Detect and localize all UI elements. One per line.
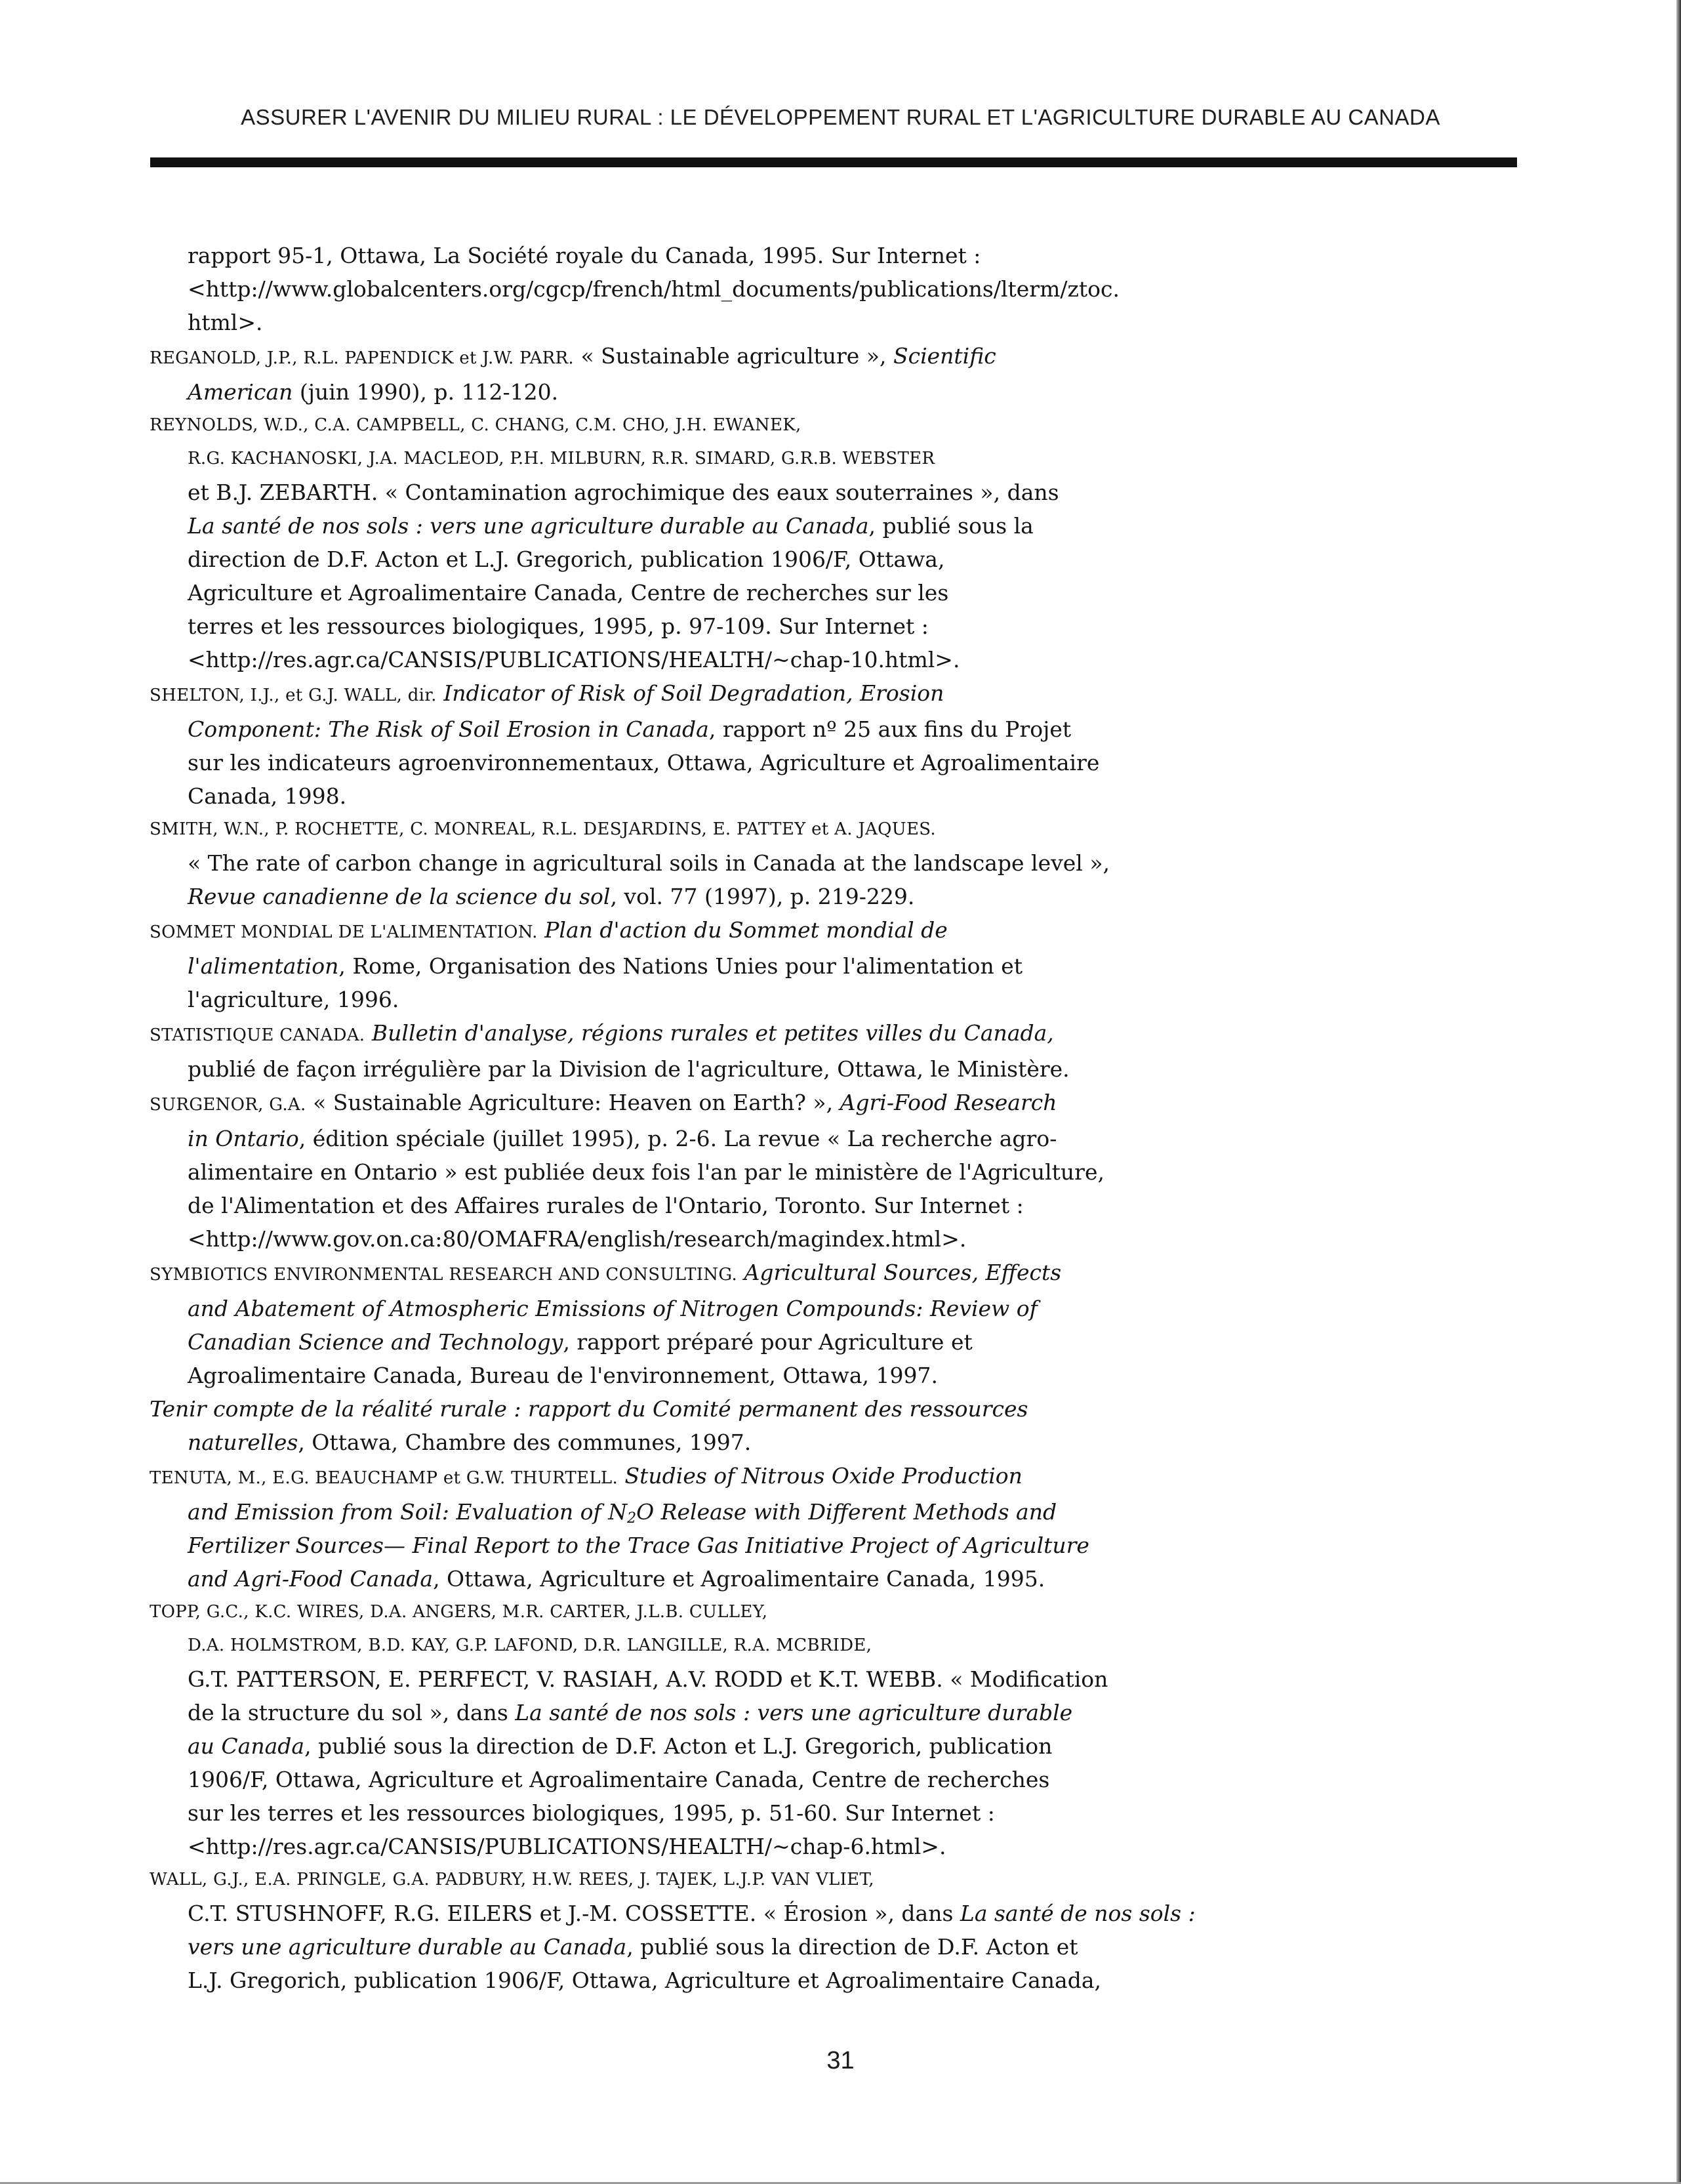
reference-line	[150, 1325, 1094, 1359]
reference-details: , Ottawa, Chambre des communes, 1997.	[298, 1430, 752, 1455]
reference-line	[150, 375, 1094, 409]
reference-line	[150, 1562, 1094, 1596]
reference-line	[150, 1459, 1094, 1495]
reference-line	[150, 1392, 1094, 1426]
reference-url: <http://res.agr.ca/CANSIS/PUBLICATIONS/HEALTH/~chap-6.html>.	[188, 1834, 946, 1859]
reference-entry	[150, 1596, 1108, 1863]
reference-source: Revue canadienne de la science du sol	[188, 884, 611, 909]
reference-line	[150, 676, 1094, 712]
reference-source: in Ontario	[188, 1126, 299, 1151]
reference-entry	[150, 409, 1094, 676]
reference-entry	[150, 1016, 1094, 1086]
reference-line	[150, 880, 1094, 913]
reference-authors: SHELTON, I.J., et G.J. WALL, dir.	[150, 686, 437, 705]
reference-authors: TENUTA, M., E.G. BEAUCHAMP et G.W. THURTELL.	[150, 1468, 618, 1488]
reference-entry	[150, 1863, 1196, 1997]
reference-line	[150, 509, 1094, 543]
reference-line	[150, 339, 1094, 375]
reference-line: G.T. PATTERSON, E. PERFECT, V. RASIAH, A.V. RODD et K.T. WEBB. « Modification	[188, 1666, 1108, 1692]
reference-line: l'agriculture, 1996.	[188, 987, 399, 1012]
reference-source: Agri-Food Research	[840, 1090, 1057, 1115]
reference-details: , vol. 77 (1997), p. 219-229.	[610, 884, 915, 909]
header-rule	[150, 157, 1517, 167]
reference-authors: TOPP, G.C., K.C. WIRES, D.A. ANGERS, M.R. CARTER, J.L.B. CULLEY,	[150, 1602, 768, 1622]
page-number: 31	[826, 2047, 855, 2074]
reference-authors: R.G. KACHANOSKI, J.A. MACLEOD, P.H. MILBURN, R.R. SIMARD, G.R.B. WEBSTER	[188, 449, 935, 468]
reference-entry	[150, 1256, 1094, 1392]
reference-details: , édition spéciale (juillet 1995), p. 2-6. La revue « La recherche agro-	[298, 1126, 1057, 1151]
reference-title: Tenir compte de la réalité rurale : rapport du Comité permanent des ressources	[150, 1396, 1028, 1422]
reference-title: Indicator of Risk of Soil Degradation, Erosion	[443, 680, 944, 706]
reference-line: L.J. Gregorich, publication 1906/F, Ottawa, Agriculture et Agroalimentaire Canada,	[188, 1968, 1101, 1993]
reference-title: Agricultural Sources, Effects	[744, 1260, 1062, 1285]
reference-line	[150, 913, 1094, 949]
reference-authors: C.T. STUSHNOFF, R.G. EILERS et J.-M. COSSETTE. « Érosion », dans	[188, 1901, 960, 1926]
reference-line: Canada, 1998.	[188, 783, 347, 809]
reference-entry	[150, 1459, 1094, 1596]
reference-title: and Emission from Soil: Evaluation of N	[188, 1499, 628, 1525]
reference-title: Plan d'action du Sommet mondial de	[544, 917, 948, 943]
reference-line: Agriculture et Agroalimentaire Canada, Centre de recherches sur les	[188, 580, 949, 606]
reference-source: au Canada	[188, 1733, 305, 1759]
running-head: ASSURER L'AVENIR DU MILIEU RURAL : LE DÉVELOPPEMENT RURAL ET L'AGRICULTURE DURABLE AU CANADA	[241, 105, 1440, 129]
reference-authors: WALL, G.J., E.A. PRINGLE, G.A. PADBURY, H.W. REES, J. TAJEK, L.J.P. VAN VLIET,	[150, 1870, 874, 1889]
reference-title: Canadian Science and Technology	[188, 1329, 563, 1355]
reference-line: rapport 95-1, Ottawa, La Société royale du Canada, 1995. Sur Internet :	[188, 243, 981, 268]
reference-authors: D.A. HOLMSTROM, B.D. KAY, G.P. LAFOND, D.R. LANGILLE, R.A. MCBRIDE,	[188, 1636, 872, 1655]
reference-line	[150, 1122, 1094, 1155]
reference-title: Studies of Nitrous Oxide Production	[624, 1463, 1023, 1489]
reference-line	[150, 1897, 1196, 1930]
reference-line: et B.J. ZEBARTH. « Contamination agrochimique des eaux souterraines », dans	[188, 480, 1059, 505]
reference-line: 1906/F, Ottawa, Agriculture et Agroalimentaire Canada, Centre de recherches	[188, 1767, 1050, 1792]
reference-title: « Sustainable agriculture »,	[580, 343, 893, 369]
reference-line	[150, 949, 1094, 983]
reference-entry	[150, 239, 1120, 339]
reference-line: alimentaire en Ontario » est publiée deux fois l'an par le ministère de l'Agriculture,	[188, 1159, 1104, 1185]
reference-details: , rapport préparé pour Agriculture et	[563, 1329, 973, 1355]
reference-authors: REGANOLD, J.P., R.L. PAPENDICK et J.W. PARR.	[150, 348, 574, 368]
reference-line	[150, 1495, 1094, 1529]
reference-source: La santé de nos sols : vers une agriculture durable	[515, 1700, 1073, 1725]
reference-line	[150, 1426, 1094, 1459]
scan-edge	[1676, 0, 1681, 2184]
reference-details: , publié sous la	[868, 513, 1034, 539]
reference-details: , publié sous la direction de D.F. Acton et	[626, 1934, 1078, 1960]
reference-url: <http://res.agr.ca/CANSIS/PUBLICATIONS/HEALTH/~chap-10.html>.	[188, 647, 960, 672]
reference-authors: SOMMET MONDIAL DE L'ALIMENTATION.	[150, 922, 538, 942]
reference-authors: SYMBIOTICS ENVIRONMENTAL RESEARCH AND CONSULTING.	[150, 1265, 738, 1285]
subscript: 2	[627, 1510, 637, 1527]
reference-line	[150, 1729, 1094, 1763]
reference-list	[150, 239, 1196, 1997]
reference-line	[150, 712, 1094, 746]
reference-authors: SMITH, W.N., P. ROCHETTE, C. MONREAL, R.L. DESJARDINS, E. PATTEY et A. JAQUES.	[150, 819, 936, 839]
reference-source: La santé de nos sols :	[960, 1901, 1196, 1926]
reference-entry	[150, 913, 1094, 1016]
reference-line: publié de façon irrégulière par la Division de l'agriculture, Ottawa, le Ministère.	[188, 1056, 1070, 1082]
reference-line: Agroalimentaire Canada, Bureau de l'environnement, Ottawa, 1997.	[188, 1363, 938, 1388]
reference-line	[150, 1086, 1094, 1122]
reference-entry	[150, 1392, 1094, 1459]
reference-title: Bulletin d'analyse, régions rurales et petites villes du Canada,	[371, 1020, 1054, 1046]
reference-url: <http://www.gov.on.ca:80/OMAFRA/english/research/magindex.html>.	[188, 1226, 967, 1252]
reference-source: La santé de nos sols : vers une agriculture durable au Canada	[188, 513, 869, 539]
reference-line: terres et les ressources biologiques, 1995, p. 97-109. Sur Internet :	[188, 613, 929, 639]
reference-url: html>.	[188, 310, 263, 335]
reference-title: and Abatement of Atmospheric Emissions of Nitrogen Compounds: Review of	[188, 1296, 1038, 1321]
reference-title: Fertilizer Sources— Final Report to the Trace Gas Initiative Project of Agriculture	[188, 1533, 1089, 1558]
reference-title: de la structure du sol », dans	[188, 1700, 516, 1725]
reference-url: <http://www.globalcenters.org/cgcp/french/html_documents/publications/lterm/ztoc.	[188, 276, 1120, 302]
reference-line	[150, 1696, 1094, 1729]
reference-authors: STATISTIQUE CANADA.	[150, 1025, 365, 1045]
reference-source: vers une agriculture durable au Canada	[188, 1934, 627, 1960]
reference-authors: SURGENOR, G.A.	[150, 1095, 306, 1115]
reference-title: l'alimentation	[188, 953, 339, 979]
reference-line: direction de D.F. Acton et L.J. Gregorich, publication 1906/F, Ottawa,	[188, 546, 945, 572]
reference-details: , rapport nº 25 aux fins du Projet	[708, 716, 1072, 742]
reference-line: sur les terres et les ressources biologiques, 1995, p. 51-60. Sur Internet :	[188, 1800, 995, 1826]
reference-line	[150, 1292, 1094, 1325]
reference-title: Component: The Risk of Soil Erosion in Canada	[188, 716, 709, 742]
reference-details: , publié sous la direction de D.F. Acton et L.J. Gregorich, publication	[304, 1733, 1053, 1759]
reference-title: O Release with Different Methods and	[636, 1499, 1057, 1525]
reference-details: , Ottawa, Agriculture et Agroalimentaire Canada, 1995.	[433, 1566, 1045, 1592]
reference-details: (juin 1990), p. 112-120.	[293, 379, 559, 405]
reference-title: naturelles	[188, 1430, 298, 1455]
reference-title: and Agri-Food Canada	[188, 1566, 434, 1592]
reference-authors: REYNOLDS, W.D., C.A. CAMPBELL, C. CHANG, C.M. CHO, J.H. EWANEK,	[150, 415, 801, 435]
reference-details: , Rome, Organisation des Nations Unies pour l'alimentation et	[338, 953, 1023, 979]
reference-entry	[150, 676, 1100, 813]
reference-line	[150, 1016, 1094, 1052]
reference-entry	[150, 1086, 1104, 1256]
reference-title: « The rate of carbon change in agricultural soils in Canada at the landscape level »,	[188, 850, 1110, 876]
reference-line	[150, 1930, 1094, 1964]
reference-entry	[150, 339, 1094, 409]
reference-entry	[150, 813, 1110, 913]
reference-line	[150, 1256, 1094, 1292]
reference-line: de l'Alimentation et des Affaires rurales de l'Ontario, Toronto. Sur Internet :	[188, 1193, 1024, 1218]
reference-line: sur les indicateurs agroenvironnementaux, Ottawa, Agriculture et Agroalimentaire	[188, 750, 1100, 775]
reference-title: « Sustainable Agriculture: Heaven on Earth? »,	[306, 1090, 840, 1115]
reference-source: Scientific	[893, 343, 996, 369]
reference-line	[150, 1529, 1094, 1562]
reference-source: American	[188, 379, 293, 405]
